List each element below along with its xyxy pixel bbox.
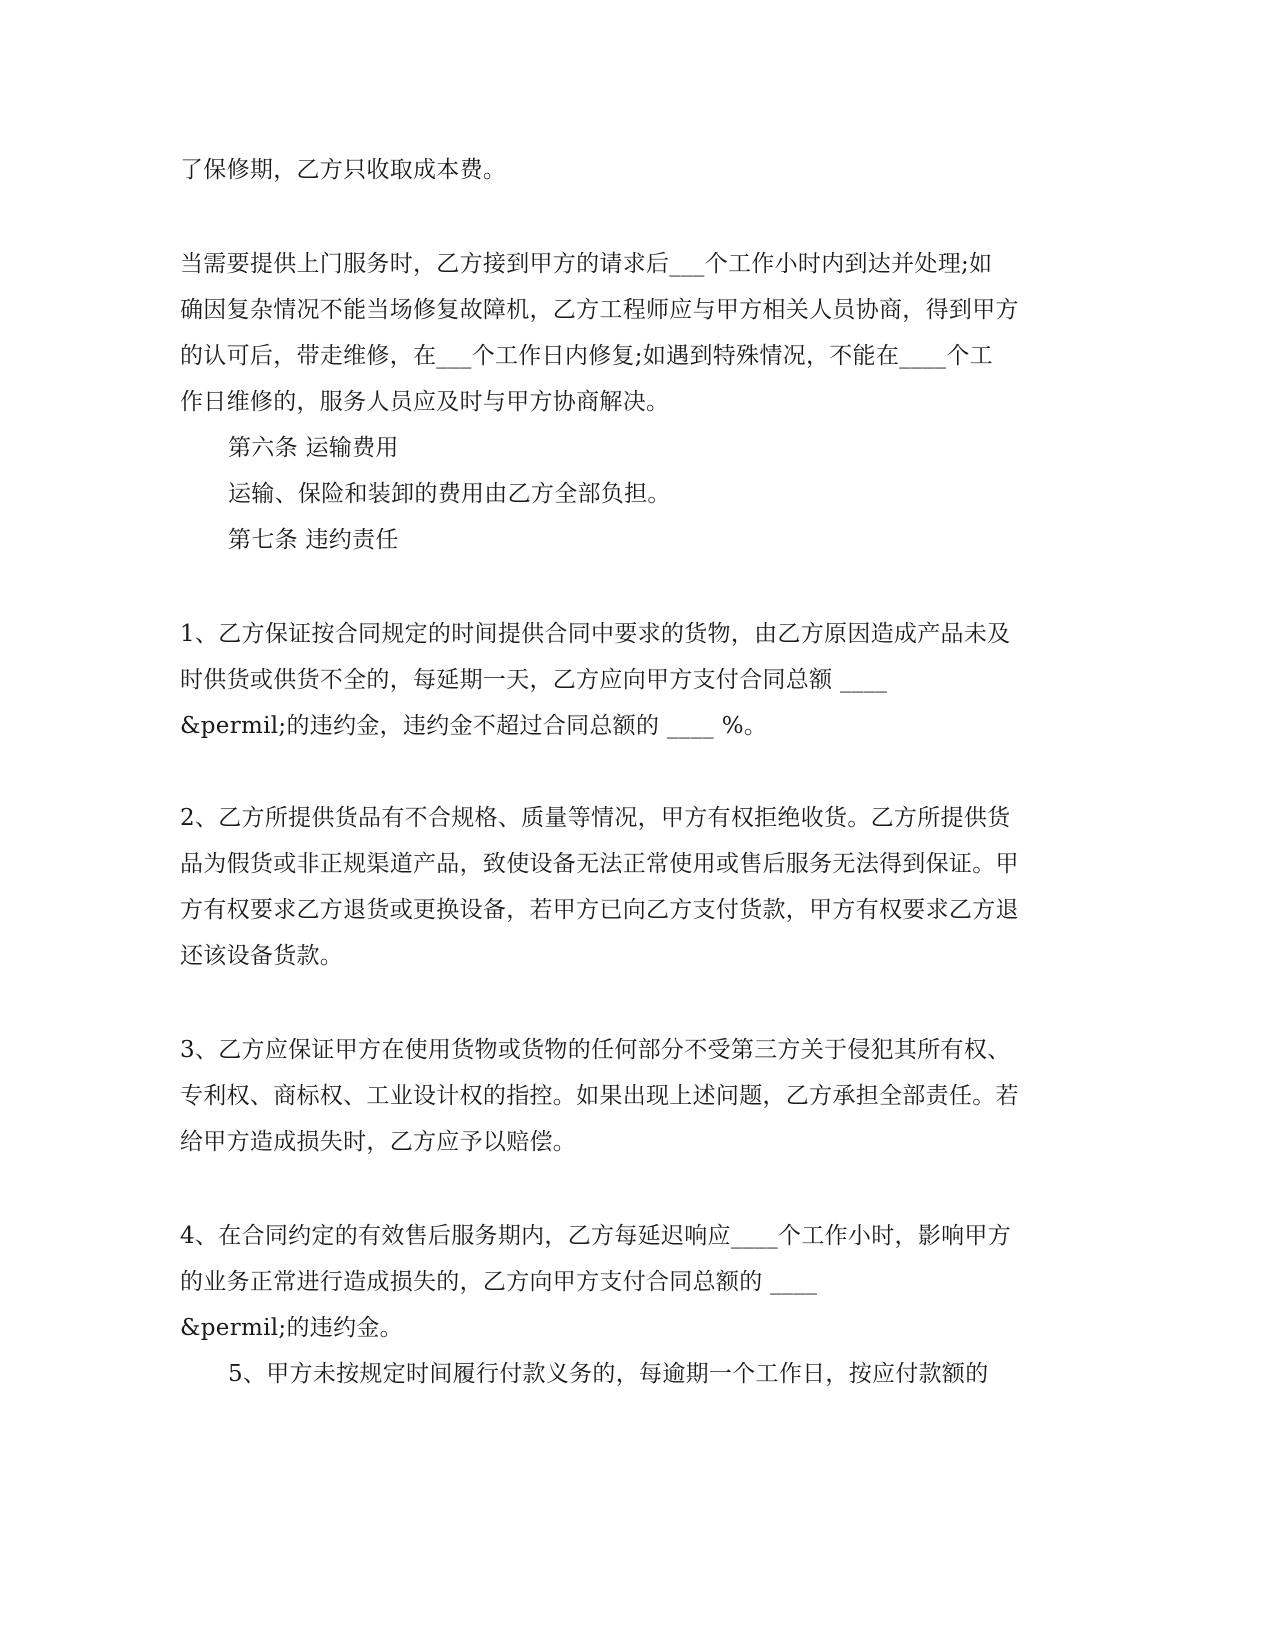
- paragraph-line: 时供货或供货不全的，每延期一天，乙方应向甲方支付合同总额 ____: [180, 667, 888, 693]
- paragraph-line: 作日维修的，服务人员应及时与甲方协商解决。: [180, 389, 670, 415]
- paragraph-line: 3、乙方应保证甲方在使用货物或货物的任何部分不受第三方关于侵犯其所有权、: [180, 1037, 1011, 1063]
- paragraph-line: &permil;的违约金。: [180, 1315, 403, 1341]
- paragraph-line: 的业务正常进行造成损失的，乙方向甲方支付合同总额的 ____: [180, 1269, 818, 1295]
- paragraph-line: 4、在合同约定的有效售后服务期内，乙方每延迟响应____个工作小时，影响甲方: [180, 1223, 1012, 1249]
- paragraph-line: 专利权、商标权、工业设计权的指控。如果出现上述问题，乙方承担全部责任。若: [180, 1083, 1019, 1109]
- paragraph-line: 还该设备货款。: [180, 943, 344, 969]
- paragraph-line: 1、乙方保证按合同规定的时间提供合同中要求的货物，由乙方原因造成产品未及: [180, 621, 1011, 647]
- paragraph-line: 品为假货或非正规渠道产品，致使设备无法正常使用或售后服务无法得到保证。甲: [180, 851, 1019, 877]
- paragraph-line: &permil;的违约金，违约金不超过合同总额的 ____ %。: [180, 713, 768, 739]
- section-heading-article-7: 第七条 违约责任: [228, 527, 399, 553]
- paragraph-line: 给甲方造成损失时，乙方应予以赔偿。: [180, 1129, 577, 1155]
- paragraph-line: 方有权要求乙方退货或更换设备，若甲方已向乙方支付货款，甲方有权要求乙方退: [180, 897, 1019, 923]
- paragraph-line: 当需要提供上门服务时，乙方接到甲方的请求后___个工作小时内到达并处理;如: [180, 251, 993, 277]
- paragraph-line: 2、乙方所提供货品有不合规格、质量等情况，甲方有权拒绝收货。乙方所提供货: [180, 805, 1011, 831]
- paragraph-line: 的认可后，带走维修，在___个工作日内修复;如遇到特殊情况，不能在____个工: [180, 343, 993, 369]
- paragraph-line: 确因复杂情况不能当场修复故障机，乙方工程师应与甲方相关人员协商，得到甲方: [180, 297, 1019, 323]
- paragraph-line: 运输、保险和装卸的费用由乙方全部负担。: [228, 481, 671, 507]
- section-heading-article-6: 第六条 运输费用: [228, 435, 399, 461]
- paragraph-line: 5、甲方未按规定时间履行付款义务的，每逾期一个工作日，按应付款额的: [228, 1361, 989, 1387]
- paragraph-line: 了保修期，乙方只收取成本费。: [180, 157, 507, 183]
